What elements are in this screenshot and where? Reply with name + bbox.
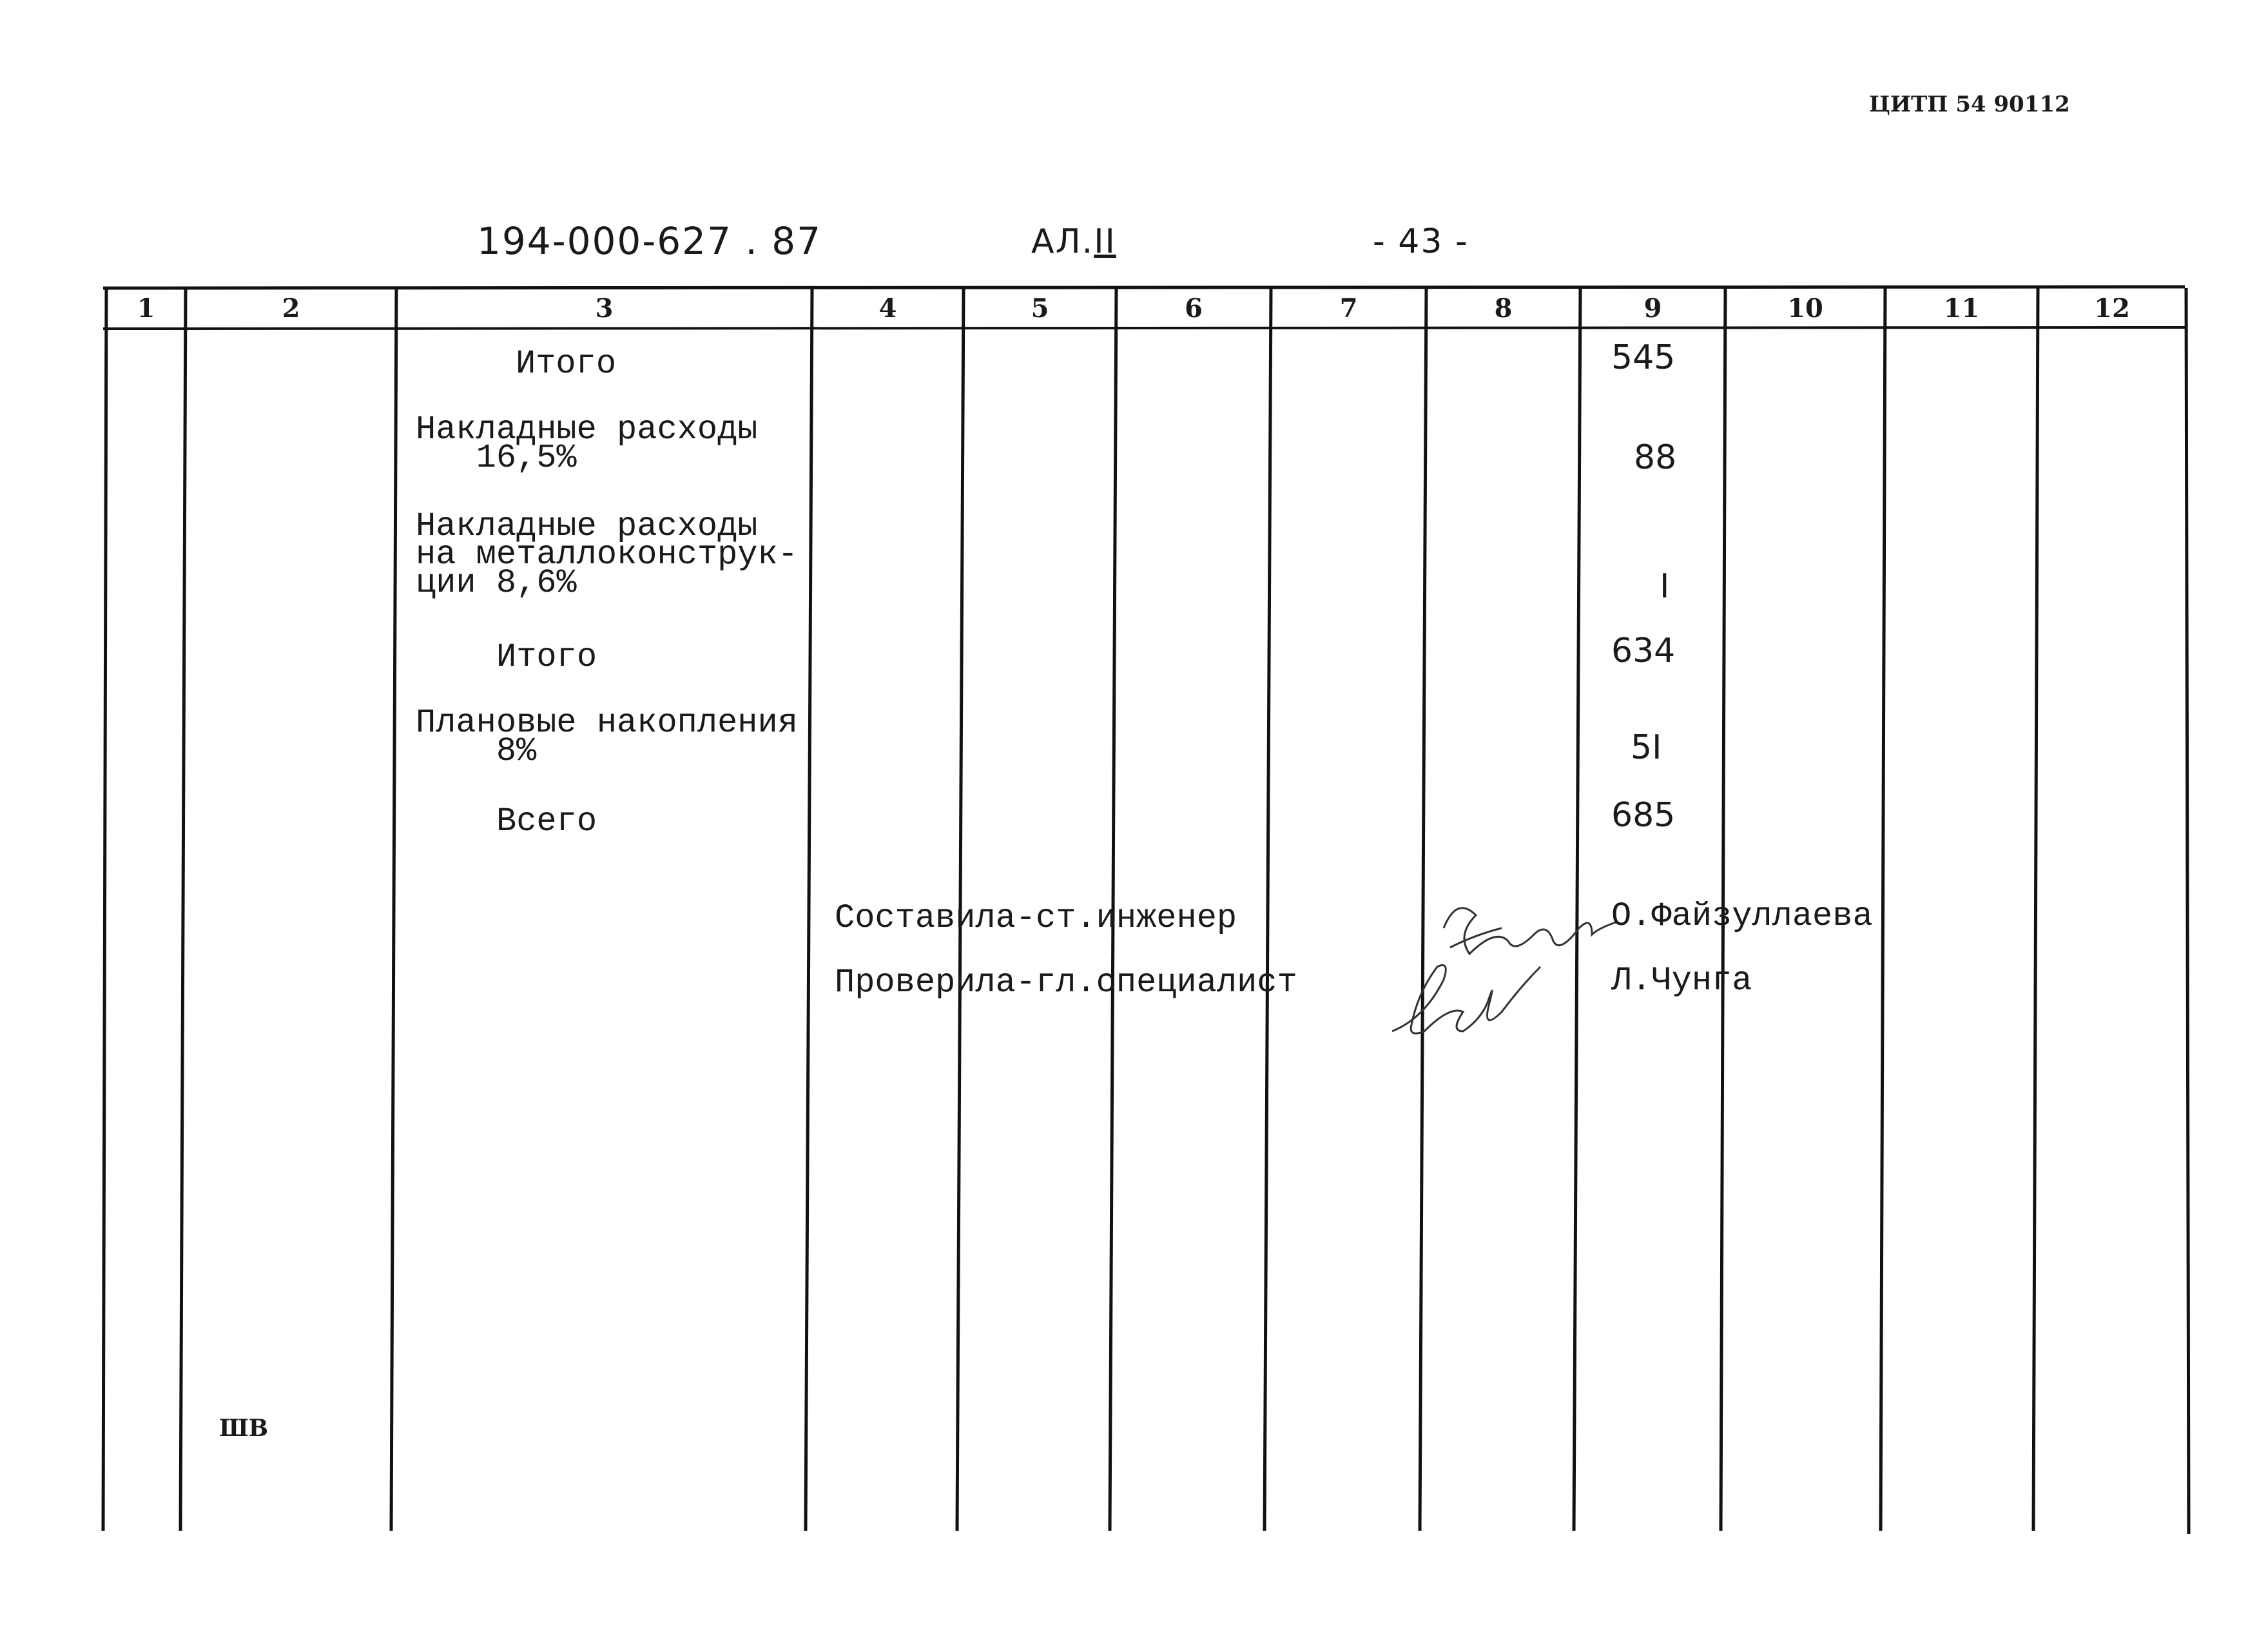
column-header: 12 — [2094, 293, 2130, 324]
row-value-total: 685 — [1611, 796, 1676, 835]
table-top-border — [103, 287, 2185, 288]
column-header: 9 — [1643, 293, 1662, 324]
row-label-total: Всего — [496, 802, 597, 840]
row-label-overhead-metal — [416, 507, 798, 602]
document-number: 194-000-627 . 87 — [477, 219, 822, 263]
stamp-code: ЦИТП 54 90112 — [1869, 92, 2070, 117]
row-value-subtotal-2: 634 — [1611, 632, 1676, 670]
row-label-line: Накладные расходы — [416, 411, 758, 449]
row-value-planned-savings: 5I — [1631, 728, 1662, 767]
column-header: 3 — [595, 293, 614, 324]
sheet-roman: II — [1094, 222, 1116, 261]
signature-role-composer: Составила-ст.инженер — [835, 899, 1237, 937]
sheet-prefix: АЛ. — [1031, 222, 1094, 261]
column-header: 1 — [137, 293, 155, 324]
page-number: - 43 - — [1373, 222, 1469, 261]
col-border-3 — [806, 288, 812, 1531]
column-header: 6 — [1185, 293, 1203, 324]
col-border-10 — [1881, 288, 1885, 1531]
row-value-overhead-metal: I — [1660, 567, 1670, 606]
row-label-subtotal: Итого — [516, 345, 617, 383]
row-label-line: 8% — [416, 732, 537, 770]
col-border-8 — [1574, 288, 1580, 1531]
col-border-12 — [2186, 288, 2189, 1534]
signature-role-checker: Проверила-гл.специалист — [835, 964, 1297, 1002]
column-header: 5 — [1031, 293, 1049, 324]
row-label-subtotal-2: Итого — [496, 638, 597, 676]
row-label-line: Плановые накопления — [416, 704, 798, 742]
col-border-1 — [180, 288, 186, 1531]
row-value-overhead: 88 — [1634, 438, 1677, 477]
col-border-7 — [1420, 288, 1426, 1531]
header-bottom-border — [103, 327, 2185, 329]
row-label-line: ции 8,6% — [416, 564, 577, 602]
row-value-subtotal: 545 — [1611, 338, 1676, 377]
column-header: 4 — [878, 293, 897, 324]
signature-1 — [1444, 908, 1618, 954]
column-header: 7 — [1339, 293, 1358, 324]
row-label-overhead — [416, 411, 758, 477]
col-border-6 — [1265, 288, 1271, 1531]
col-border-2 — [391, 288, 396, 1531]
column-header: 10 — [1787, 293, 1823, 324]
signature-name-checker: Л.Чунга — [1611, 962, 1752, 1000]
col-border-11 — [2033, 288, 2038, 1531]
col-border-0 — [103, 288, 106, 1531]
signature-name-composer: О.Файзуллаева — [1611, 897, 1873, 935]
signature-2 — [1392, 965, 1540, 1034]
column-header: 2 — [282, 293, 300, 324]
row-label-planned-savings — [416, 704, 798, 770]
row-label-line: 16,5% — [416, 439, 577, 477]
row-label-line: на металлоконструк- — [416, 536, 798, 574]
column-header: 11 — [1943, 293, 1980, 324]
corner-mark: ШВ — [219, 1415, 269, 1442]
row-label-line: Накладные расходы — [416, 507, 758, 545]
column-header: 8 — [1494, 293, 1513, 324]
